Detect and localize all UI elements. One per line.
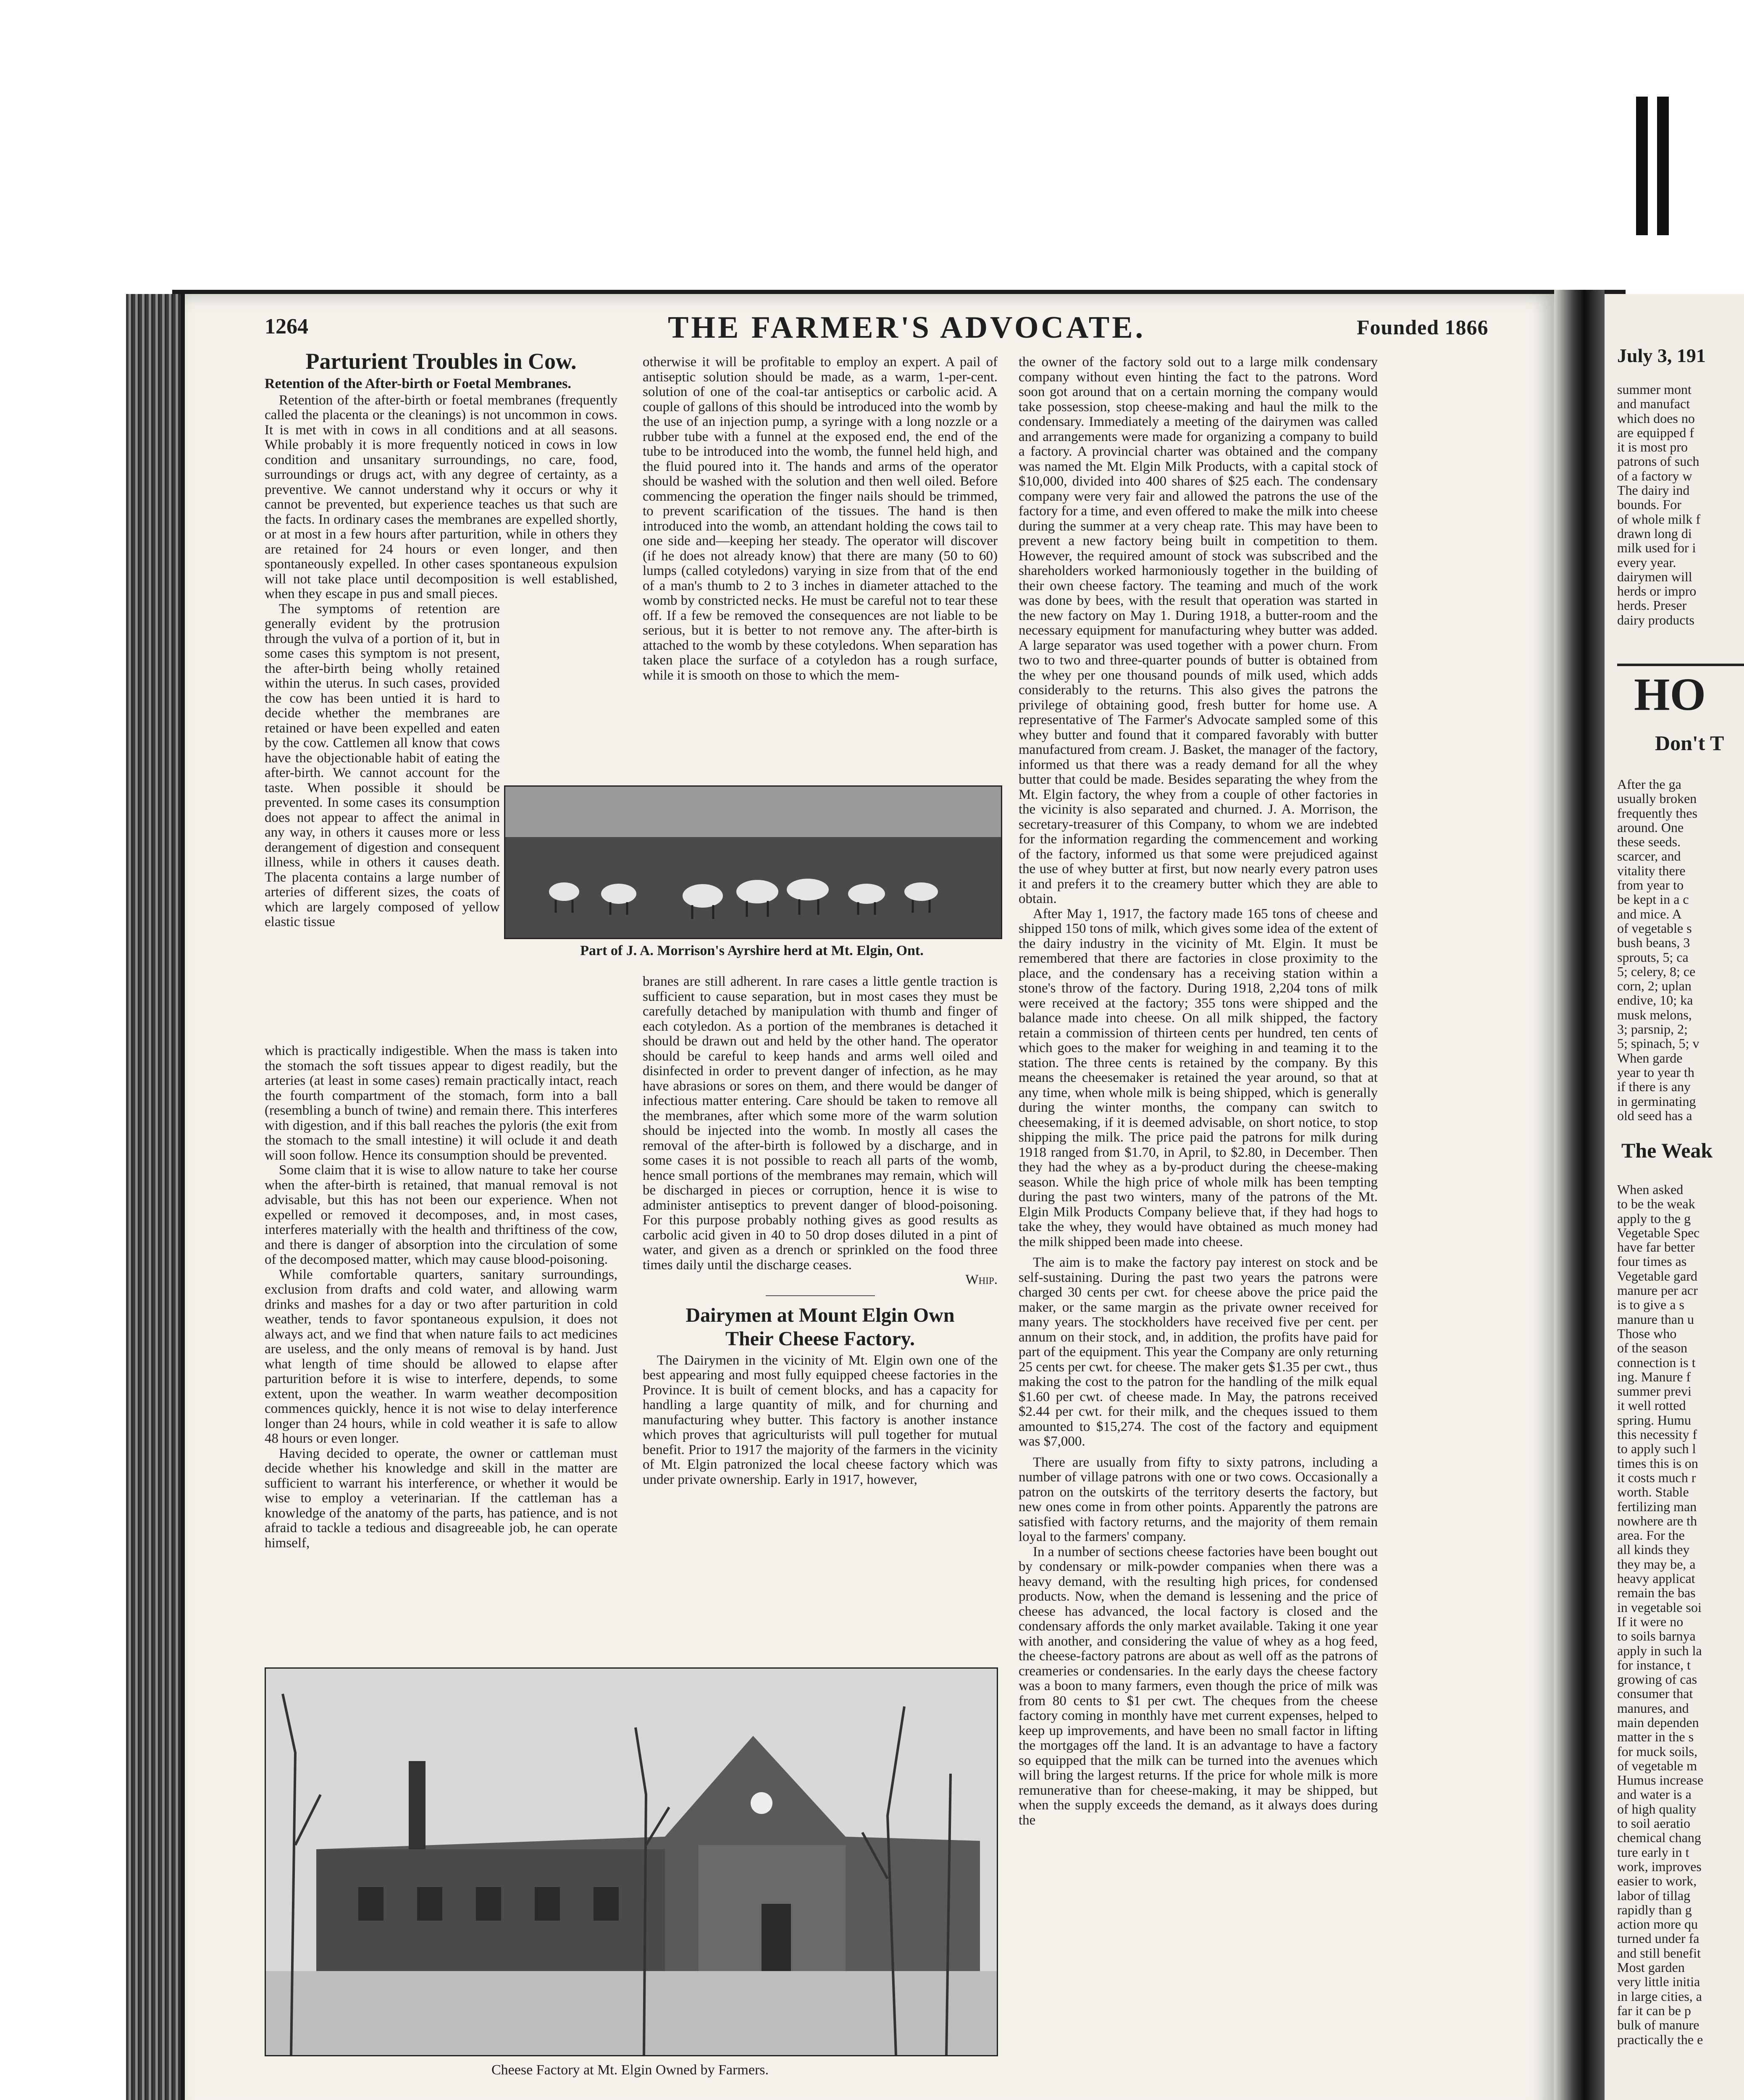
facing-text-line: When asked [1617, 1182, 1684, 1197]
facing-text-line: connection is t [1617, 1354, 1696, 1370]
facing-text-line: year to year th [1617, 1064, 1694, 1080]
facing-text-line: to apply such l [1617, 1441, 1696, 1457]
facing-text-line: it costs much r [1617, 1470, 1696, 1485]
paragraph: Some claim that it is wise to allow nature to take her course when the after-birth is retained, that manual removal is not advisable, but this has not been our experience. When not expelled or removed it decomposes, and, in most cases, interferes materially with the health and thriftiness of the cow, and there is danger of absorption into the circulation of some of the decomposed matter, which may cause blood-poisoning. [265, 1163, 617, 1267]
facing-text-line: rapidly than g [1617, 1902, 1692, 1917]
facing-text-line: bulk of manure [1617, 2017, 1699, 2033]
facing-text-line: matter in the s [1617, 1729, 1694, 1745]
facing-text-line: spring. Humu [1617, 1412, 1691, 1428]
facing-subheading-1: Don't T [1655, 731, 1724, 755]
paragraph: The symptoms of retention are generally evident by the protrusion through the vulva of a portion of it, but in some cases this symptom is not present, the after-birth being wholly retained within the uterus. In such cases, provided the cow has been untied it is hard to decide whether the membranes are retained or have been expelled and eaten by the cow. Cattlemen all know that cows have the objectionable habit of eating the after-birth. We cannot account for the taste. When possible it should be prevented. In some cases its consumption does not appear to affect the animal in any way, in others it causes more or less derangement of digestion and consequent illness, while in others it causes death. The placenta contains a large number of arteries of different sizes, the coats of which are largely composed of yellow elastic tissue [265, 601, 500, 929]
facing-text-line: milk used for i [1617, 540, 1696, 556]
facing-text-line: in large cities, a [1617, 1988, 1702, 2004]
facing-text-line: of high quality [1617, 1801, 1697, 1816]
facing-text-line: endive, 10; ka [1617, 992, 1693, 1008]
paragraph: otherwise it will be profitable to employ an expert. A pail of antiseptic solution should be made, as a warm, 1-per-cent. solution of one of the coal-tar antiseptics or carbolic acid. A couple of gallons of this should be introduced into the womb by the use of an injection pump, a syringe with a long nozzle or a rubber tube with a funnel at the exposed end, the end of the tube to be introduced into the womb, the funnel held high, and the fluid poured into it. The hands and arms of the operator should be washed with the solution and then well oiled. Before commencing the operation the finger nails should be trimmed, to prevent scarification of the tissues. The hand is then introduced into the womb, an attendant holding the cows tail to one side and—keeping her steady. The operator will discover (if he does not already know) that there are many (50 to 60) lumps (called cotyledons) varying in size from that of the end of a man's thumb to 2 to 3 inches in diameter attached to the womb by constricted necks. He must be careful not to tear these off. If a few be removed the consequences are not liable to be serious, but it is better to not remove any. The after-birth is attached to the womb by these cotyledons. When separation has taken place the surface of a cotyledon has a rough surface, while it is smooth on those to which the mem- [643, 354, 998, 683]
facing-text-line: and mice. A [1617, 906, 1682, 921]
facing-text-line: every year. [1617, 554, 1676, 570]
facing-text-line: to soil aeratio [1617, 1816, 1691, 1831]
facing-text-line: manure per acr [1617, 1283, 1698, 1298]
facing-text-line: growing of cas [1617, 1672, 1697, 1687]
herd-image [505, 787, 1001, 938]
facing-text-line: work, improves [1617, 1858, 1702, 1874]
facing-page-date: July 3, 191 [1617, 345, 1706, 366]
paragraph: The aim is to make the factory pay interest on stock and be self-sustaining. During the past two years the patrons were charged 30 cents per cwt. for cheese above the price paid the maker, or the same margin as the private owner received for many years. The stockholders have received five per cent. per annum on their stock, and, in addition, the profits have paid for part of the equipment. This year the Company are only returning 25 cents per cwt. for cheese. The maker gets $1.35 per cwt., thus making the cost to the patron for the handling of the milk equal $1.60 per cwt. of cheese made. In May, the patrons received $2.44 per cwt. for their milk, and the cheques issued to them amounted to $15,274. The cost of the factory and equipment was $7,000. [1019, 1255, 1378, 1449]
facing-text-line: very little initia [1617, 1974, 1700, 1990]
signature: Whip. [965, 1272, 998, 1287]
facing-text-line: 3; parsnip, 2; [1617, 1021, 1688, 1037]
paragraph: There are usually from fifty to sixty patrons, including a number of village patrons with one or two cows. Occasionally a patron on the outskirts of the territory deserts the factory, but new ones come in from other points. Apparently the patrons are satisfied with factory returns, and the majority of them remain loyal to the farmers' company. [1019, 1454, 1378, 1544]
factory-photo [265, 1667, 998, 2056]
facing-text-line: of whole milk f [1617, 511, 1701, 527]
facing-text-line: When garde [1617, 1050, 1683, 1066]
facing-text-line: in vegetable soi [1617, 1599, 1702, 1615]
facing-text-line: herds or impro [1617, 583, 1697, 599]
paragraph: branes are still adherent. In rare cases a little gentle traction is sufficient to cause separation, but in most cases they must be carefully detached by manipulation with thumb and finger of each cotyledon. As a portion of the membranes is detached it should be drawn out and held by the other hand. The operator should be careful to keep hands and arms well oiled and disinfected in order to prevent danger of infection, as he may have abrasions or sores on them, and there would be danger of infectious matter entering. Care should be taken to remove all the membranes, after which some more of the warm solution should be injected into the womb. In mostly all cases the removal of the after-birth is followed by a discharge, and in some cases it is not possible to reach all parts of the womb, hence small portions of the membranes may remain, which will be discharged in pieces or corruption, hence it is wise to administer antiseptics to prevent danger of blood-poisoning. For this purpose probably nothing gives as good results as carbolic acid given in 40 to 50 drop doses diluted in a pint of water, and given as a drench or sprinkled on the food three times daily until the discharge ceases. [643, 974, 998, 1273]
paragraph: While comfortable quarters, sanitary surroundings, exclusion from drafts and cold water, and allowing warm drinks and mashes for a day or two after parturition in cold weather, tends to favor spontaneous expulsion, it does not always act, and we find that when nature fails to act medicines are useless, and the only means of removal is by hand. Just what length of time should be allowed to elapse after parturition before it is wise to interfere, depends, to some extent, upon the weather. In warm weather decomposition commences quickly, hence it is not wise to delay interference longer than 24 hours, while in cold weather it is safe to allow 48 hours or even longer. [265, 1267, 617, 1446]
facing-text-line: The dairy ind [1617, 483, 1690, 498]
facing-text-line: If it were no [1617, 1614, 1684, 1629]
facing-text-line: have far better [1617, 1239, 1695, 1255]
facing-page [1605, 294, 1744, 2100]
facing-text-line: nowhere are th [1617, 1513, 1697, 1528]
facing-text-line: four times as [1617, 1254, 1687, 1269]
founded-line: Founded 1866 [1357, 315, 1489, 339]
facing-text-line: dairymen will [1617, 569, 1692, 584]
facing-text-line: drawn long di [1617, 525, 1692, 541]
facing-text-line: easier to work, [1617, 1873, 1697, 1889]
facing-text-line: Those who [1617, 1326, 1677, 1341]
facing-text-line: musk melons, [1617, 1007, 1692, 1022]
facing-text-line: Humus increase [1617, 1772, 1704, 1788]
newspaper-page [185, 294, 1554, 2100]
facing-text-line: is to give a s [1617, 1297, 1684, 1312]
facing-text-line: these seeds. [1617, 834, 1681, 850]
facing-text-line: which does no [1617, 410, 1695, 426]
facing-text-line: patrons of such [1617, 454, 1699, 469]
paragraph: which is practically indigestible. When the mass is taken into the stomach the soft tissues appear to digest readily, but the arteries (at least in some cases) remain practically intact, reach the fourth compartment of the stomach, form into a ball (resembling a bunch of twine) and remain there. This interferes with digestion, and if this ball reaches the pyloris (the exit from the stomach to the small intestine) it will oclude it and death will soon follow. Hence its consumption should be prevented. [265, 1043, 617, 1163]
herd-photo [504, 785, 1002, 939]
divider [766, 1295, 875, 1296]
column-3 [1019, 355, 1378, 1828]
masthead: THE FARMER'S ADVOCATE. [668, 310, 1146, 345]
facing-text-line: corn, 2; uplan [1617, 978, 1691, 994]
facing-big-heading: HO [1634, 669, 1706, 720]
column-2-lower [643, 974, 998, 1487]
facing-text-line: to be the weak [1617, 1196, 1695, 1212]
facing-text-line: around. One [1617, 819, 1684, 835]
facing-text-line: from year to [1617, 877, 1684, 893]
facing-text-line: in germinating [1617, 1093, 1696, 1109]
paragraph: the owner of the factory sold out to a large milk condensary company without even hinting the fact to the patrons. Word soon got around that on a certain morning the company would take possession, stop cheese-making and haul the milk to the condensary. Immediately a meeting of the dairymen was called and arrangements were made for organizing a company to build a factory. A provincial charter was obtained and the company was named the Mt. Elgin Milk Products, with a capital stock of $10,000, divided into 400 shares of $25 each. The condensary company were very fair and allowed the patrons the use of the factory for a time, and even offered to make the milk into cheese during the summer at a very cheap rate. This may have been to prevent a new factory being built in competition to them. However, the required amount of stock was subscribed and the shareholders worked harmoniously together in the building of their own cheese factory. The teaming and much of the work was done by bees, with the result that operation was started in the new factory on May 1. During 1918, a butter-room and the necessary equipment for manufacturing whey butter was added. A large separator was used together with a power churn. From two to two and three-quarter pounds of butter is obtained from the whey per one thousand pounds of milk used, which adds considerably to the returns. This also gives the patrons the privilege of obtaining good, fresh butter for home use. A representative of The Farmer's Advocate sampled some of this whey butter and found that it compared favorably with butter manufactured from cream. J. Basket, the manager of the factory, informed us that there was a ready demand for all the whey butter that could be made. Besides separating the whey from the Mt. Elgin factory, the whey from a couple of other factories in the vicinity is also separated and churned. J. A. Morrison, the secretary-treasurer of this Company, to whom we are indebted for the information regarding the commencement and working of the factory, informed us that some were prejudiced against the use of whey butter at first, but now nearly every patron uses it and prefers it to the creamery butter which they are able to obtain. [1019, 354, 1378, 906]
facing-column-mid [1617, 777, 1743, 1123]
facing-text-line: labor of tillag [1617, 1887, 1691, 1903]
article-subtitle: Retention of the After-birth or Foetal Membranes. [265, 376, 571, 391]
facing-text-line: it well rotted [1617, 1398, 1686, 1413]
facing-text-line: usually broken [1617, 791, 1697, 806]
facing-text-line: and water is a [1617, 1787, 1691, 1802]
facing-text-line: action more qu [1617, 1916, 1698, 1932]
facing-text-line: 5; spinach, 5; v [1617, 1036, 1699, 1051]
facing-text-line: of vegetable m [1617, 1758, 1697, 1773]
facing-text-line: heavy applicat [1617, 1571, 1695, 1586]
facing-text-line: ing. Manure f [1617, 1369, 1691, 1384]
facing-text-line: ture early in t [1617, 1844, 1689, 1860]
facing-text-line: of the season [1617, 1340, 1688, 1356]
paragraph: The Dairymen in the vicinity of Mt. Elgin own one of the best appearing and most fully equipped cheese factories in the Province. It is built of cement blocks, and has a capacity for handling a large quantity of milk, and for churning and manufacturing whey butter. This factory is another instance which proves that agriculturists will pull together for mutual benefit. Prior to 1917 the majority of the farmers in the vicinity of Mt. Elgin patronized the local cheese factory which was under private ownership. Early in 1917, however, [643, 1352, 998, 1487]
facing-text-line: scarcer, and [1617, 848, 1681, 864]
facing-text-line: they may be, a [1617, 1556, 1696, 1572]
paragraph: In a number of sections cheese factories have been bought out by condensary or milk-powder companies when there was a heavy demand, with the resulting high prices, for condensed products. Now, when the demand is lessening and the price of cheese has advanced, the local factory is closed and the condensary affords the only market available. Taking it one year with another, and considering the value of whey as a hog feed, the cheese-factory patrons are about as well off as the patrons of creameries or condensaries. In the early days the cheese factory was a boon to many farmers, even though the price of milk was from 80 cents to $1 per cwt. The cheques from the cheese factory coming in monthly have met current expenses, helped to keep up improvements, and have been no small factor in lifting the mortgages off the land. It is an advantage to have a factory so equipped that the milk can be turned into the avenues which will bring the largest returns. If the price for whole milk is more remunerative than for cheese-making, it may be shipped, but when the supply exceeds the demand, as it always does during the [1019, 1544, 1378, 1828]
facing-text-line: and still benefit [1617, 1945, 1701, 1961]
column-2 [643, 355, 998, 683]
facing-text-line: herds. Preser [1617, 598, 1687, 613]
facing-text-line: summer previ [1617, 1383, 1691, 1399]
facing-text-line: if there is any [1617, 1079, 1691, 1095]
book-gutter [1554, 290, 1605, 2100]
facing-text-line: frequently thes [1617, 805, 1698, 821]
paragraph: After May 1, 1917, the factory made 165 tons of cheese and shipped 150 tons of milk, which gives some idea of the extent of the dairy industry in the vicinity of Mt. Elgin. It must be remembered that there are factories in close proximity to the place, and the condensary has a receiving station within a stone's throw of the factory. During 1918, 2,204 tons of milk were received at the factory; 355 tons were shipped and the balance made into cheese. On all milk shipped, the factory retain a commission of thirteen cents per hundred, ten cents of which goes to the maker for weighing in and teaming it to the station. The three cents is retained by the company. By this means the cheesemaker is retained the year around, so that at any time, when whole milk is being shipped, which is generally during the winter months, the company can switch to cheesemaking, if it is deemed advisable, on short notice, to stop shipping the milk. The price paid the patrons for milk during 1918 ranged from $1.70, in April, to $2.80, in December. Then they had the whey as a by-product during the cheese-making season. While the high price of whole milk has been tempting during the past two winters, many of the patrons of the Mt. Elgin Milk Products Company believe that, if they had hogs to take the whey, they would have obtained as much money had the milk shipped been made into cheese. [1019, 906, 1378, 1250]
article-title-parturient: Parturient Troubles in Cow. [305, 349, 577, 374]
binder-mark [1636, 97, 1648, 235]
facing-text-line: bush beans, 3 [1617, 935, 1690, 950]
facing-text-line: chemical chang [1617, 1830, 1701, 1845]
article-title-dairymen: Dairymen at Mount Elgin Own Their Cheese Factory. [686, 1304, 955, 1350]
facing-text-line: Vegetable gard [1617, 1268, 1698, 1284]
facing-text-line: far it can be p [1617, 2003, 1691, 2018]
factory-image [266, 1669, 997, 2055]
facing-text-line: vitality there [1617, 863, 1686, 878]
facing-text-line: for instance, t [1617, 1657, 1691, 1672]
facing-text-line: dairy products [1617, 612, 1694, 627]
facing-text-line: of a factory w [1617, 468, 1692, 483]
herd-photo-caption: Part of J. A. Morrison's Ayrshire herd at Mt. Elgin, Ont. [580, 943, 924, 958]
facing-text-line: 5; celery, 8; ce [1617, 963, 1696, 979]
facing-text-line: all kinds they [1617, 1542, 1690, 1557]
facing-text-line: summer mont [1617, 382, 1691, 397]
facing-text-line: Vegetable Spec [1617, 1225, 1700, 1240]
facing-text-line: manure than u [1617, 1311, 1694, 1327]
page-number: 1264 [265, 315, 308, 339]
facing-column-top [1617, 382, 1743, 627]
facing-text-line: and manufact [1617, 396, 1690, 412]
facing-text-line: be kept in a c [1617, 892, 1689, 907]
binder-mark [1657, 97, 1669, 235]
facing-text-line: times this is on [1617, 1455, 1698, 1471]
facing-text-line: worth. Stable [1617, 1484, 1689, 1500]
facing-text-line: are equipped f [1617, 425, 1694, 440]
facing-text-line: manures, and [1617, 1700, 1689, 1716]
facing-text-line: After the ga [1617, 777, 1681, 792]
facing-text-line: Most garden [1617, 1960, 1685, 1975]
facing-text-line: sprouts, 5; ca [1617, 949, 1689, 965]
facing-text-line: apply in such la [1617, 1643, 1702, 1658]
facing-text-line: remain the bas [1617, 1585, 1696, 1601]
facing-column-bottom [1617, 1182, 1743, 2047]
facing-text-line: apply to the g [1617, 1210, 1691, 1226]
facing-text-line: to soils barnya [1617, 1628, 1696, 1644]
factory-photo-caption: Cheese Factory at Mt. Elgin Owned by Farmers. [491, 2062, 769, 2078]
facing-text-line: old seed has a [1617, 1108, 1692, 1123]
facing-text-line: practically the e [1617, 2032, 1703, 2047]
page-edges [126, 294, 181, 2100]
facing-subheading-2: The Weak [1621, 1139, 1713, 1162]
page-header [185, 306, 1554, 344]
facing-text-line: for muck soils, [1617, 1743, 1698, 1759]
facing-text-line: turned under fa [1617, 1931, 1699, 1946]
facing-text-line: area. For the [1617, 1528, 1685, 1543]
paragraph: Having decided to operate, the owner or cattleman must decide whether his knowledge and skill in the matter are sufficient to warrant his interference, or whether it would be wise to employ a veterinarian. If the cattleman has a knowledge of the anatomy of the parts, has patience, and is not afraid to tackle a tedious and disagreeable job, he can operate himself, [265, 1446, 617, 1551]
facing-text-line: of vegetable s [1617, 920, 1692, 936]
column-1-lower [265, 1044, 617, 1551]
paragraph: Retention of the after-birth or foetal membranes (frequently called the placenta or the cleanings) is not uncommon in cows. It is met with in cows in all conditions and at all seasons. While probably it is more frequently noticed in cows in low condition and unsanitary surroundings, no care, food, surroundings or drugs act, with any degree of certainty, as a preventive. We cannot understand why it occurs or why it cannot be prevented, but experience teaches us that such are the facts. In ordinary cases the membranes are expelled shortly, or at most in a few hours after parturition, while in others they are retained for 24 hours or even longer, and then spontaneously expelled. In other cases spontaneous expulsion will not take place until decomposition is well established, when they escape in pus and small pieces. [265, 392, 617, 601]
facing-text-line: fertilizing man [1617, 1499, 1697, 1514]
facing-text-line: this necessity f [1617, 1427, 1697, 1442]
facing-text-line: it is most pro [1617, 439, 1688, 455]
facing-text-line: main dependen [1617, 1714, 1699, 1730]
facing-text-line: bounds. For [1617, 497, 1681, 512]
facing-text-line: consumer that [1617, 1686, 1693, 1701]
section-rule [1617, 664, 1744, 666]
